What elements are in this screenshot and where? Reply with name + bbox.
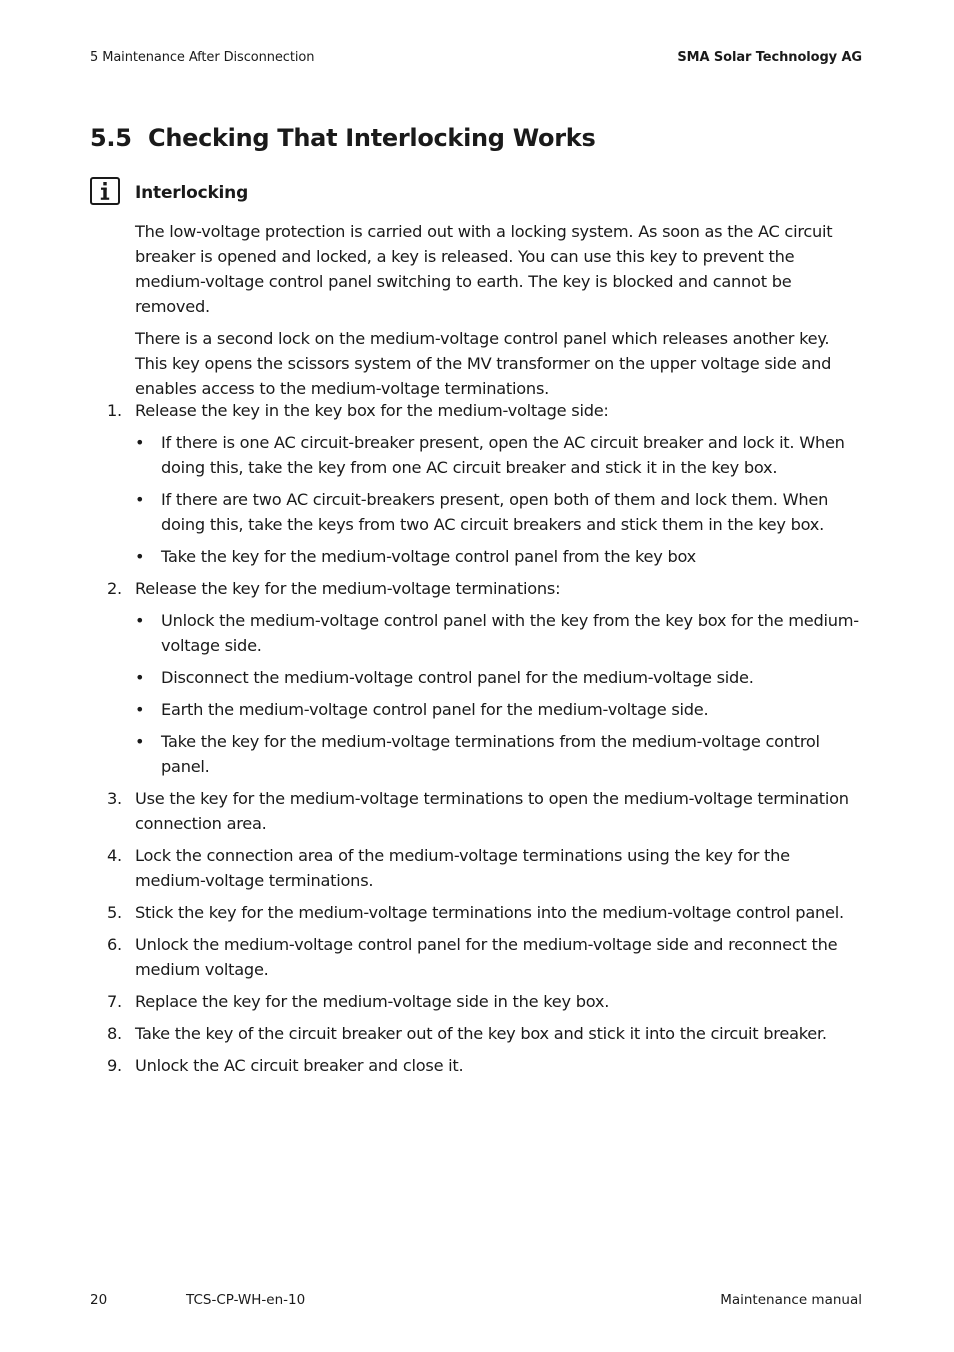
bullet-item: • If there are two AC circuit-breakers present, open both of them and lock them. When doing this, take the keys from two AC circuit breakers and stick them in the key box. [135, 487, 865, 537]
procedure-steps [90, 398, 865, 1085]
bullet-item: • Take the key for the medium-voltage control panel from the key box [135, 544, 865, 569]
step-text: Unlock the AC circuit breaker and close it. [135, 1056, 464, 1075]
step-number: 6. [107, 935, 122, 954]
step-item [90, 932, 865, 982]
step-text: Lock the connection area of the medium-voltage terminations using the key for the medium-voltage terminations. [135, 846, 790, 890]
step-item [90, 786, 865, 836]
bullet-text: Take the key for the medium-voltage control panel from the key box [161, 547, 696, 566]
step-item [90, 576, 865, 779]
footer-doc-id: TCS-CP-WH-en-10 [186, 1292, 306, 1308]
bullet-list [135, 430, 865, 569]
step-text: Stick the key for the medium-voltage terminations into the medium-voltage control panel. [135, 903, 844, 922]
step-number: 1. [107, 401, 122, 420]
bullet-text: Earth the medium-voltage control panel for the medium-voltage side. [161, 700, 709, 719]
step-item [90, 989, 865, 1014]
footer-doc-type: Maintenance manual [720, 1292, 862, 1308]
footer-page-number: 20 [90, 1292, 108, 1308]
step-number: 4. [107, 846, 122, 865]
step-item [90, 900, 865, 925]
step-text: Use the key for the medium-voltage terminations to open the medium-voltage termination connection area. [135, 789, 849, 833]
step-item [90, 843, 865, 893]
step-item [90, 1021, 865, 1046]
bullet-item: • Disconnect the medium-voltage control panel for the medium-voltage side. [135, 665, 865, 690]
step-number: 7. [107, 992, 122, 1011]
note-paragraph: The low-voltage protection is carried out with a locking system. As soon as the AC circuit breaker is opened and locked, a key is released. You can use this key to prevent the medium-voltage control panel switching to earth. The key is blocked and cannot be removed. [135, 222, 833, 316]
bullet-text: Disconnect the medium-voltage control panel for the medium-voltage side. [161, 668, 754, 687]
header-chapter: 5 Maintenance After Disconnection [90, 50, 315, 65]
step-item [90, 398, 865, 569]
bullet-item: • Unlock the medium-voltage control panel with the key from the key box for the medium-voltage side. [135, 608, 865, 658]
bullet-text: Unlock the medium-voltage control panel with the key from the key box for the medium-voltage side. [161, 611, 859, 655]
bullet-text: Take the key for the medium-voltage terminations from the medium-voltage control panel. [161, 732, 820, 776]
step-number: 8. [107, 1024, 122, 1043]
section-number: 5.5 [90, 124, 132, 152]
bullet-item: • If there is one AC circuit-breaker present, open the AC circuit breaker and lock it. When doing this, take the key from one AC circuit breaker and stick it in the key box. [135, 430, 865, 480]
step-number: 5. [107, 903, 122, 922]
step-text: Release the key for the medium-voltage terminations: [135, 579, 561, 598]
section-title-text: Checking That Interlocking Works [148, 124, 596, 152]
bullet-text: If there is one AC circuit-breaker present, open the AC circuit breaker and lock it. When doing this, take the key from one AC circuit breaker and stick it in the key box. [161, 433, 845, 477]
step-number: 9. [107, 1056, 122, 1075]
note-title: Interlocking [135, 183, 249, 203]
step-number: 3. [107, 789, 122, 808]
step-text: Replace the key for the medium-voltage side in the key box. [135, 992, 610, 1011]
step-text: Unlock the medium-voltage control panel for the medium-voltage side and reconnect the medium voltage. [135, 935, 838, 979]
bullet-item: • Take the key for the medium-voltage terminations from the medium-voltage control panel. [135, 729, 865, 779]
note-body [135, 219, 863, 408]
step-number: 2. [107, 579, 122, 598]
note-paragraph: There is a second lock on the medium-voltage control panel which releases another key. This key opens the scissors system of the MV transformer on the upper voltage side and enables access to the medium-voltage terminations. [135, 329, 832, 398]
info-icon [90, 177, 120, 205]
section-title [90, 124, 595, 152]
bullet-list [135, 608, 865, 779]
bullet-text: If there are two AC circuit-breakers present, open both of them and lock them. When doing this, take the keys from two AC circuit breakers and stick them in the key box. [161, 490, 829, 534]
step-text: Take the key of the circuit breaker out of the key box and stick it into the circuit breaker. [135, 1024, 827, 1043]
step-item [90, 1053, 865, 1078]
header-company: SMA Solar Technology AG [677, 50, 862, 65]
step-text: Release the key in the key box for the medium-voltage side: [135, 401, 609, 420]
bullet-item: • Earth the medium-voltage control panel for the medium-voltage side. [135, 697, 865, 722]
